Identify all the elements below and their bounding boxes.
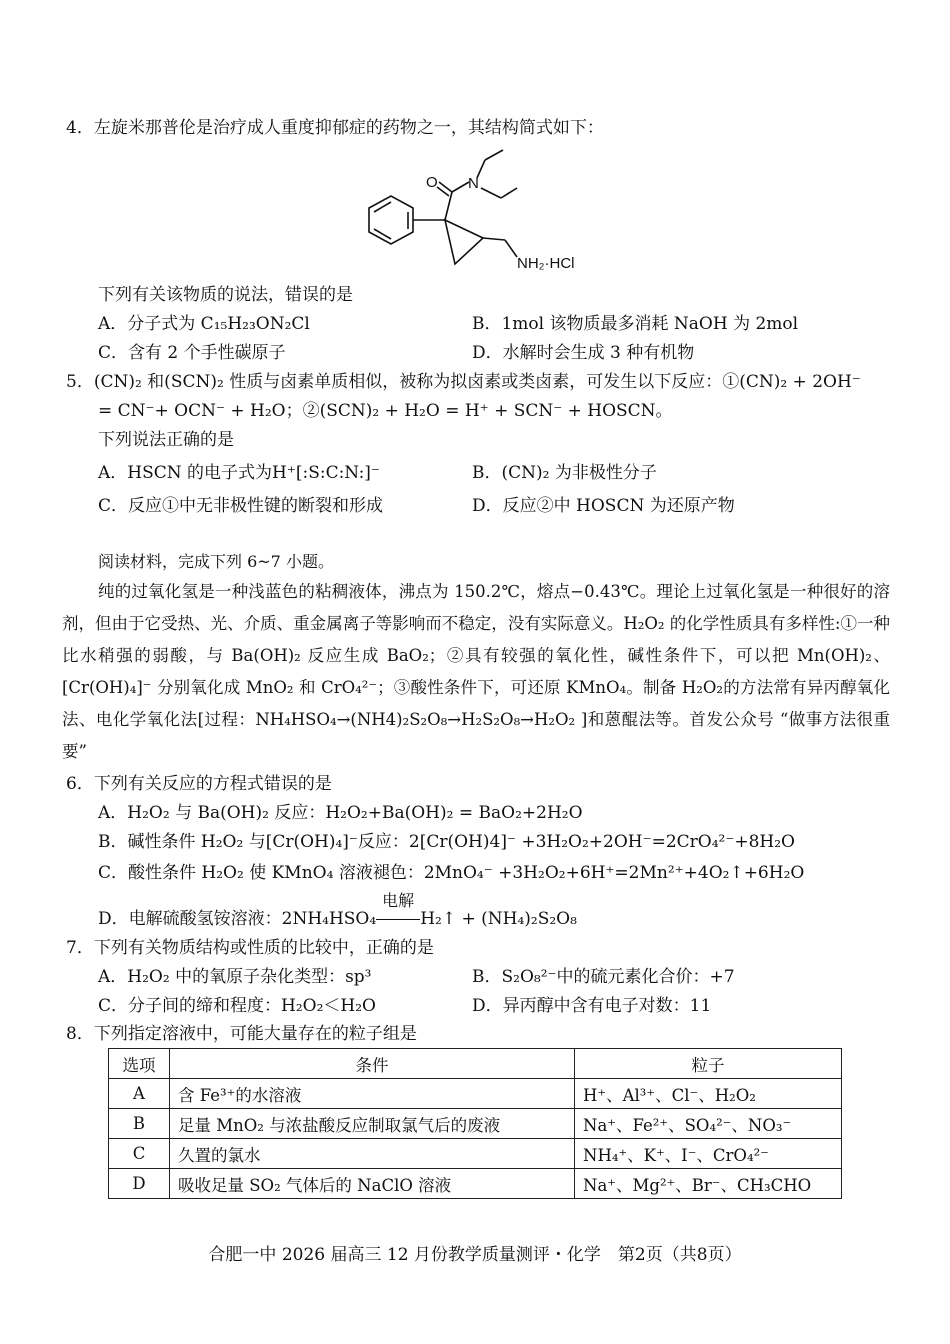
q7-stem: 7．下列有关物质结构或性质的比较中，正确的是 <box>66 938 434 958</box>
q5-subprompt: 下列说法正确的是 <box>98 430 234 450</box>
header-particles: 粒子 <box>575 1049 842 1079</box>
row-particles: Na⁺、Mg²⁺、Br⁻、CH₃CHO <box>575 1169 842 1199</box>
cyclopropane-ring <box>445 220 483 264</box>
row-particles: H⁺、Al³⁺、Cl⁻、H₂O₂ <box>575 1079 842 1109</box>
q4-subprompt: 下列有关该物质的说法，错误的是 <box>98 285 353 305</box>
q6-stem: 6．下列有关反应的方程式错误的是 <box>66 774 332 794</box>
q7-option-b: B．S₂O₈²⁻中的硫元素化合价：+7 <box>472 967 735 987</box>
q7-option-d: D．异丙醇中含有电子对数：11 <box>472 996 712 1016</box>
q7-option-a: A．H₂O₂ 中的氧原子杂化类型：sp³ <box>98 967 372 987</box>
levomilnacipran-structure <box>355 142 615 282</box>
header-option: 选项 <box>109 1049 170 1079</box>
q5-option-c: C．反应①中无非极性键的断裂和形成 <box>98 496 384 516</box>
q8-stem: 8．下列指定溶液中，可能大量存在的粒子组是 <box>66 1024 417 1044</box>
table-row <box>109 1109 842 1139</box>
row-option: A <box>109 1079 170 1109</box>
q5-option-a: A．HSCN 的电子式为H⁺[:S:C:N:]⁻ <box>98 463 380 483</box>
q6-option-b: B．碱性条件 H₂O₂ 与[Cr(OH)₄]⁻反应：2[Cr(OH)4]⁻ +3H₂O₂+2OH⁻=2CrO₄²⁻+8H₂O <box>98 832 795 852</box>
q4-option-d: D．水解时会生成 3 种有机物 <box>472 343 695 363</box>
table-row <box>109 1139 842 1169</box>
electrolysis-condition: 电解 <box>382 891 415 910</box>
row-particles: Na⁺、Fe²⁺、SO₄²⁻、NO₃⁻ <box>575 1109 842 1139</box>
q6-option-c: C．酸性条件 H₂O₂ 使 KMnO₄ 溶液褪色：2MnO₄⁻ +3H₂O₂+6H⁺=2Mn²⁺+4O₂↑+6H₂O <box>98 863 805 883</box>
row-condition: 含 Fe³⁺的水溶液 <box>170 1079 575 1109</box>
table-row <box>109 1079 842 1109</box>
table-row <box>109 1169 842 1199</box>
q4-option-b: B．1mol 该物质最多消耗 NaOH 为 2mol <box>472 314 799 334</box>
reading-intro: 阅读材料，完成下列 6~7 小题。 <box>98 552 334 571</box>
q8-table <box>108 1048 842 1199</box>
q6-option-a: A．H₂O₂ 与 Ba(OH)₂ 反应：H₂O₂+Ba(OH)₂ = BaO₂+2H₂O <box>98 803 583 823</box>
q6-option-d <box>98 891 577 930</box>
electrolysis-arrow <box>376 891 420 930</box>
row-condition: 吸收足量 SO₂ 气体后的 NaClO 溶液 <box>170 1169 575 1199</box>
nitrogen-label: N <box>468 175 479 192</box>
q5-stem-line2: = CN⁻+ OCN⁻ + H₂O；②(SCN)₂ + H₂O = H⁺ + SCN⁻ + HOSCN。 <box>98 401 673 421</box>
oxygen-label: O <box>426 174 438 191</box>
q6-d-products: H₂↑ + (NH₄)₂S₂O₈ <box>420 909 577 929</box>
q4-option-c: C．含有 2 个手性碳原子 <box>98 343 286 363</box>
row-condition: 足量 MnO₂ 与浓盐酸反应制取氯气后的废液 <box>170 1109 575 1139</box>
header-condition: 条件 <box>170 1049 575 1079</box>
q4-stem: 4．左旋米那普伦是治疗成人重度抑郁症的药物之一，其结构简式如下： <box>66 118 604 138</box>
q5-option-d: D．反应②中 HOSCN 为还原产物 <box>472 496 735 516</box>
row-option: B <box>109 1109 170 1139</box>
row-option: C <box>109 1139 170 1169</box>
row-particles: NH₄⁺、K⁺、I⁻、CrO₄²⁻ <box>575 1139 842 1169</box>
row-condition: 久置的氯水 <box>170 1139 575 1169</box>
table-header-row <box>109 1049 842 1079</box>
q5-option-b: B．(CN)₂ 为非极性分子 <box>472 463 657 483</box>
reading-body: 纯的过氧化氢是一种浅蓝色的粘稠液体，沸点为 150.2℃，熔点−0.43℃。理论上过氧化氢是一种很好的溶剂，但由于它受热、光、介质、重金属离子等影响而不稳定，没有实际意义。H₂O₂ 的化学性质具有多样性:①一种比水稍强的弱酸，与 Ba(OH)₂ 反应生成 BaO₂；②具有较强的氧化性，碱性条件下，可以把 Mn(OH)₂、[Cr(OH)₄]⁻ 分别氧化成 MnO₂ 和 CrO₄²⁻；③酸性条件下，可还原 KMnO₄。制备 H₂O₂的方法常有异丙醇氧化法、电化学氧化法[过程：NH₄HSO₄→(NH4)₂S₂O₈→H₂S₂O₈→H₂O₂ ]和蒽醌法等。首发公众号 “做事方法很重要” <box>62 582 890 761</box>
q6-d-prefix: D．电解硫酸氢铵溶液：2NH₄HSO₄ <box>98 909 377 929</box>
q7-option-c: C．分子间的缔和程度：H₂O₂＜H₂O <box>98 996 376 1016</box>
row-option: D <box>109 1169 170 1199</box>
amine-hcl-label: NH₂·HCl <box>517 255 575 272</box>
benzene-ring <box>369 196 413 244</box>
q4-option-a: A．分子式为 C₁₅H₂₃ON₂Cl <box>98 314 310 334</box>
q5-stem-line1: 5．(CN)₂ 和(SCN)₂ 性质与卤素单质相似，被称为拟卤素或类卤素，可发生以下反应：①(CN)₂ + 2OH⁻ <box>66 372 861 392</box>
page-footer: 合肥一中 2026 届高三 12 月份教学质量测评・化学 第2页（共8页） <box>208 1245 742 1265</box>
